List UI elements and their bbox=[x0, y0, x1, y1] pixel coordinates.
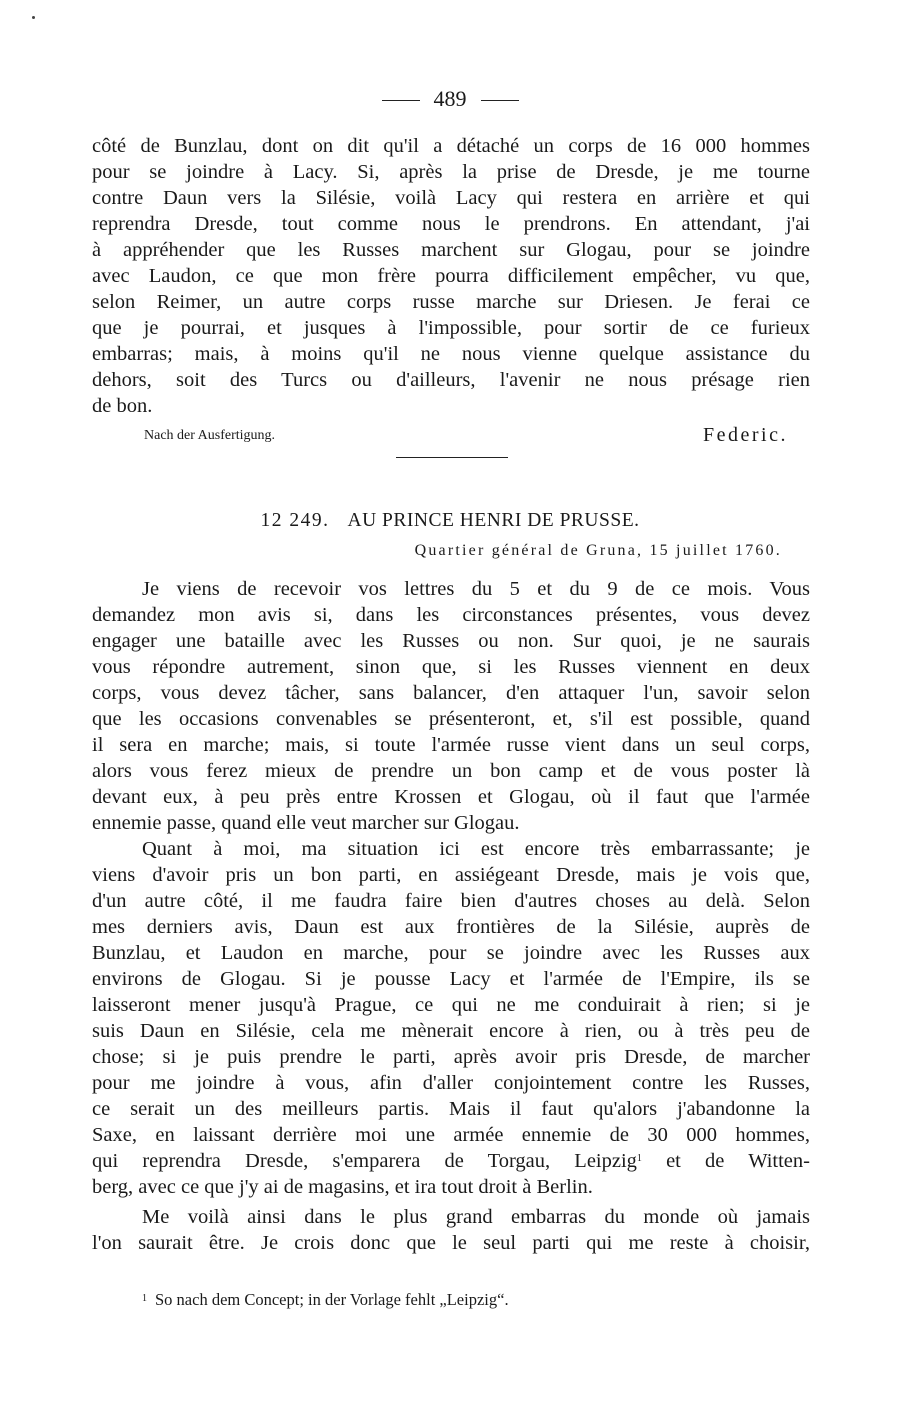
letter-heading bbox=[0, 510, 900, 532]
text-fragment: qui reprendra Dresde, s'emparera de Torgau, Leipzig bbox=[92, 1150, 637, 1172]
text-line: laisseront mener jusqu'à Prague, ce qui ne me conduirait à rien; si je bbox=[92, 994, 810, 1016]
page-number: 489 bbox=[433, 86, 467, 111]
text-line: avec Laudon, ce que mon frère pourra difficilement empêcher, vu que, bbox=[92, 265, 810, 287]
header-dash-left bbox=[382, 100, 420, 101]
text-line: ce serait un des meilleurs partis. Mais il faut qu'alors j'abandonne la bbox=[92, 1098, 810, 1120]
text-line: vous répondre autrement, sinon que, si les Russes viennent en deux bbox=[92, 656, 810, 678]
text-line: contre Daun vers la Silésie, voilà Lacy qui restera en arrière et qui bbox=[92, 187, 810, 209]
text-line: embarras; mais, à moins qu'il ne nous vienne quelque assistance du bbox=[92, 343, 810, 365]
text-line: Bunzlau, et Laudon en marche, pour se joindre avec les Russes aux bbox=[92, 942, 810, 964]
text-line: berg, avec ce que j'y ai de magasins, et ira tout droit à Berlin. bbox=[92, 1176, 593, 1198]
text-line: demandez mon avis si, dans les circonstances présentes, vous devez bbox=[92, 604, 810, 626]
source-note: Nach der Ausfertigung. bbox=[144, 428, 276, 443]
scan-speck bbox=[32, 16, 35, 19]
text-line: que les occasions convenables se présenteront, et, s'il est possible, quand bbox=[92, 708, 810, 730]
text-line: Saxe, en laissant derrière moi une armée ennemie de 30 000 hommes, bbox=[92, 1124, 810, 1146]
text-line: environs de Glogau. Si je pousse Lacy et l'armée de l'Empire, ils se bbox=[92, 968, 810, 990]
footnote bbox=[142, 1290, 509, 1310]
text-line: viens d'avoir pris un bon parti, en assiégeant Dresde, mais je vois que, bbox=[92, 864, 810, 886]
text-line: dehors, soit des Turcs ou d'ailleurs, l'avenir ne nous présage rien bbox=[92, 369, 810, 391]
text-line: Je viens de recevoir vos lettres du 5 et du 9 de ce mois. Vous bbox=[142, 578, 810, 600]
text-line: alors vous ferez mieux de prendre un bon camp et de vous poster là bbox=[92, 760, 810, 782]
previous-letter-ending bbox=[92, 133, 810, 419]
text-line: côté de Bunzlau, dont on dit qu'il a détaché un corps de 16 000 hommes bbox=[92, 135, 810, 157]
header-dash-right bbox=[481, 100, 519, 101]
footnote-marker: 1 bbox=[142, 1293, 147, 1304]
place-date: Quartier général de Gruna, 15 juillet 1760. bbox=[414, 542, 782, 559]
text-line: engager une bataille avec les Russes ou non. Sur quoi, je ne saurais bbox=[92, 630, 810, 652]
footnote-text: So nach dem Concept; in der Vorlage fehlt „Leipzig“. bbox=[155, 1290, 509, 1309]
text-line: Me voilà ainsi dans le plus grand embarras du monde où jamais bbox=[142, 1206, 810, 1228]
page-header bbox=[0, 86, 900, 112]
text-line: corps, vous devez tâcher, sans balancer, d'en attaquer l'un, savoir selon bbox=[92, 682, 810, 704]
text-line: pour me joindre à vous, afin d'aller conjointement contre les Russes, bbox=[92, 1072, 810, 1094]
text-line: de bon. bbox=[92, 395, 153, 417]
text-fragment: et de Witten- bbox=[641, 1150, 810, 1172]
text-line: selon Reimer, un autre corps russe marche sur Driesen. Je ferai ce bbox=[92, 291, 810, 313]
text-line: il sera en marche; mais, si toute l'armée russe vient dans un seul corps, bbox=[92, 734, 810, 756]
text-line: que je pourrai, et jusques à l'impossible, pour sortir de ce furieux bbox=[92, 317, 810, 339]
text-line bbox=[92, 1148, 810, 1174]
footnote-reference: 1 bbox=[636, 1153, 642, 1164]
letter-body bbox=[92, 576, 810, 1256]
text-line: chose; si je puis prendre le parti, après avoir pris Dresde, de marcher bbox=[92, 1046, 810, 1068]
text-line: Quant à moi, ma situation ici est encore très embarrassante; je bbox=[142, 838, 810, 860]
text-line: devant eux, à peu près entre Krossen et Glogau, où il faut que l'armée bbox=[92, 786, 810, 808]
text-line: reprendra Dresde, tout comme nous le prendrons. En attendant, j'ai bbox=[92, 213, 810, 235]
text-line: pour se joindre à Lacy. Si, après la prise de Dresde, je me tourne bbox=[92, 161, 810, 183]
text-line: d'un autre côté, il me faudra faire bien d'autres choses au delà. Selon bbox=[92, 890, 810, 912]
text-line: ennemie passe, quand elle veut marcher sur Glogau. bbox=[92, 812, 520, 834]
text-line: l'on saurait être. Je crois donc que le seul parti qui me reste à choisir, bbox=[92, 1232, 810, 1254]
closing-row bbox=[92, 424, 810, 450]
signature: Federic. bbox=[703, 424, 788, 446]
text-line: mes derniers avis, Daun est aux frontières de la Silésie, auprès de bbox=[92, 916, 810, 938]
text-line: suis Daun en Silésie, cela me mènerait encore à rien, ou à très peu de bbox=[92, 1020, 810, 1042]
section-divider bbox=[396, 457, 508, 458]
letter-number: 12 249. bbox=[260, 510, 330, 531]
letter-title: AU PRINCE HENRI DE PRUSSE. bbox=[347, 510, 640, 531]
text-line: à appréhender que les Russes marchent sur Glogau, pour se joindre bbox=[92, 239, 810, 261]
